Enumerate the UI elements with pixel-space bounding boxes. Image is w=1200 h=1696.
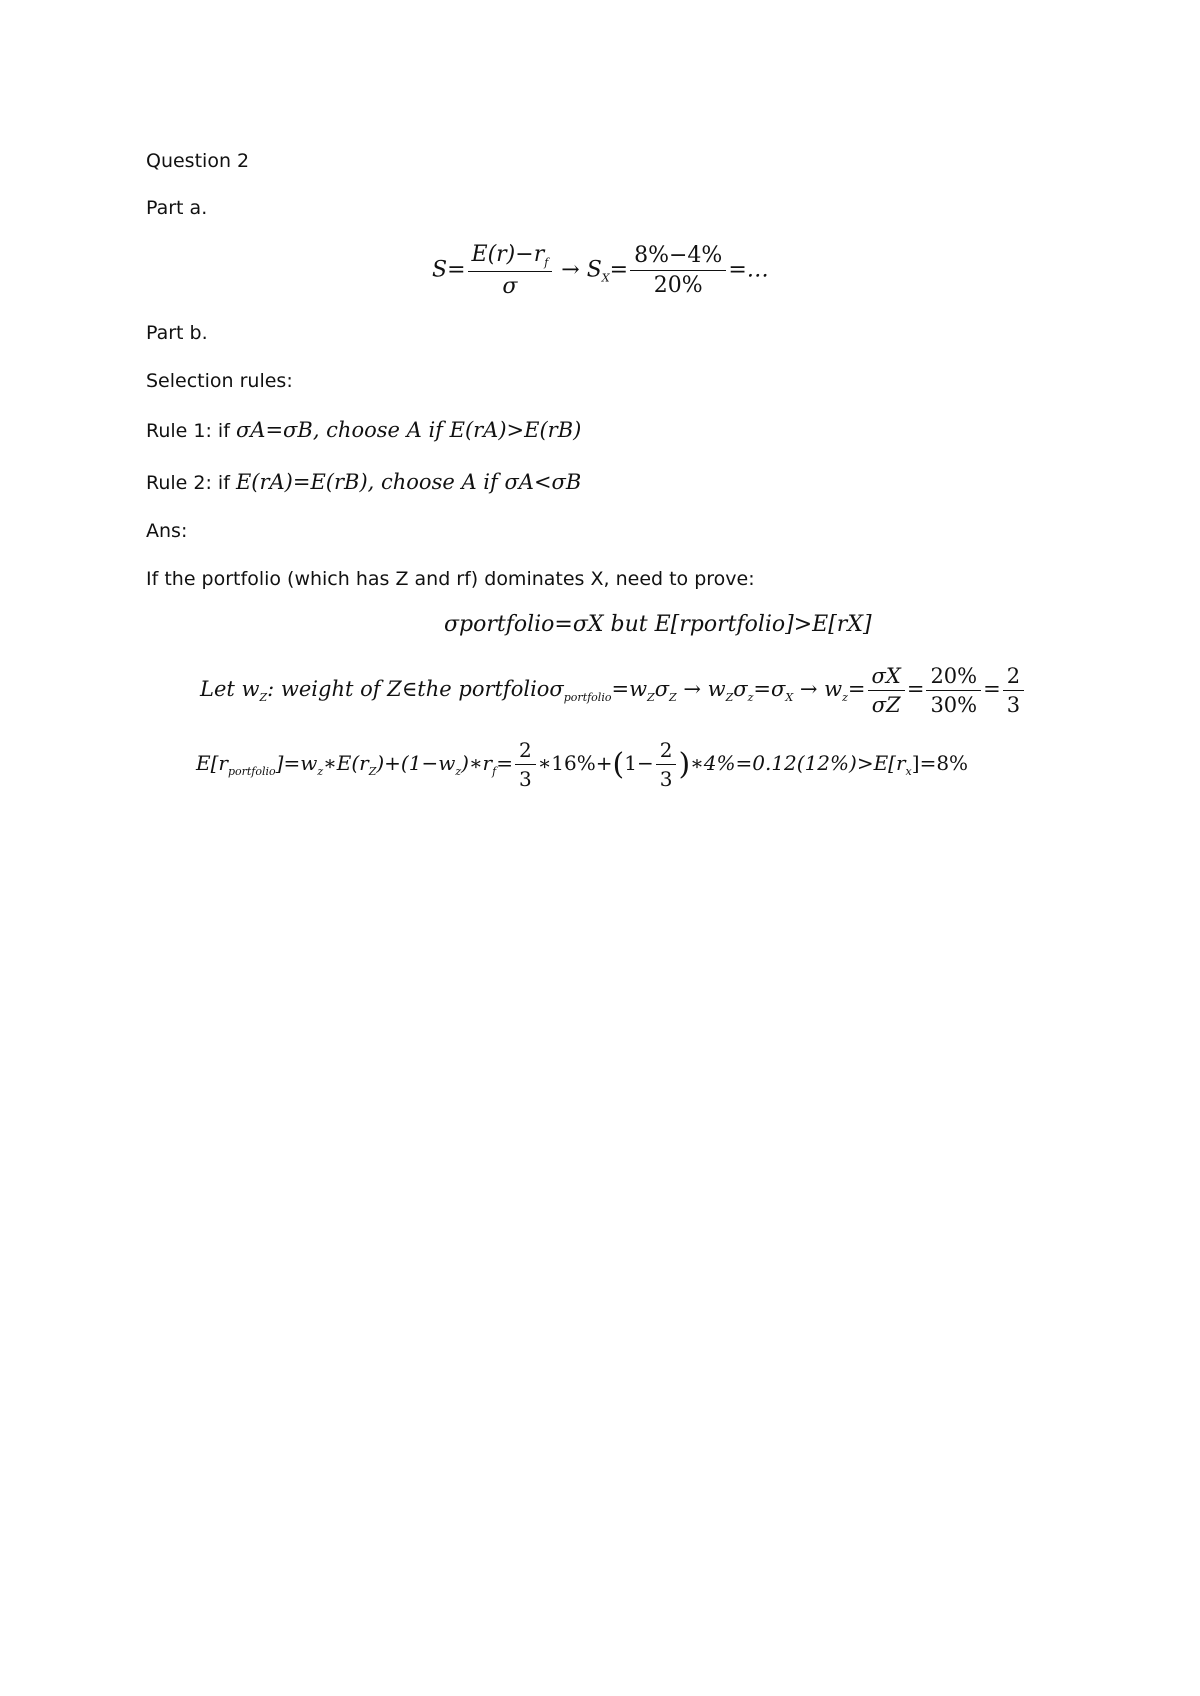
expected-return-equation: $E[r_{portfolio}]=w_z∗E(r_Z)+(1-w_z)∗r_f=$ $\frac{2}{3}$ ∗16%+(1− $\frac{2}{3}$ )$∗4\%=0.12(12\%)>E[r_x]=8\%$ — [196, 738, 969, 791]
two-thirds-fraction: $\frac{2}{3}$ — [1003, 664, 1024, 717]
question-heading: Question 2 — [146, 150, 250, 172]
percent-ratio-fraction: $\frac{20\%}{30\%}$ — [926, 664, 981, 717]
final-two-thirds-fraction-1: $\frac{2}{3}$ — [515, 738, 536, 791]
sigma-ratio-fraction: $\frac{\sigma X}{\sigma Z}$ — [868, 664, 905, 717]
ans-label: Ans: — [146, 520, 188, 542]
rule-1: Rule 1: if σA=σB, choose A if E(rA)>E(rB) — [146, 418, 582, 442]
prove-equation: σportfolio=σX but E[rportfolio]>E[rX] — [444, 612, 872, 637]
right-paren: ) — [678, 747, 691, 782]
weight-equation: Let $w_Z$: weight of Z∈the $portfolio\sigma_{portfolio}=w_Z\sigma_Z \to w_Z\sigma_z=\sigma_X \to w_z=$ $\frac{\sigma X}{\sigma Z}$ = $\frac{20\%}{30\%}$ = $\frac{2}{3}$ — [200, 664, 1026, 717]
part-a-label: Part a. — [146, 197, 208, 219]
part-b-label: Part b. — [146, 322, 208, 344]
left-paren: ( — [612, 747, 625, 782]
dominance-statement: If the portfolio (which has Z and rf) dominates X, need to prove: — [146, 568, 755, 590]
final-two-thirds-fraction-2: $\frac{2}{3}$ — [656, 738, 677, 791]
selection-rules-label: Selection rules: — [146, 370, 293, 392]
rule-2: Rule 2: if E(rA)=E(rB), choose A if σA<σB — [146, 470, 582, 494]
sharpe-x-fraction: $\frac{8\%-4\%}{20\%}$ — [630, 243, 726, 298]
sharpe-ratio-equation: S= $\frac{E(r)-r_f}{\sigma}$ → $S_X=$ $\frac{8\%-4\%}{20\%}$ =… — [432, 242, 769, 299]
sharpe-fraction: $\frac{E(r)-r_f}{\sigma}$ — [468, 242, 553, 299]
